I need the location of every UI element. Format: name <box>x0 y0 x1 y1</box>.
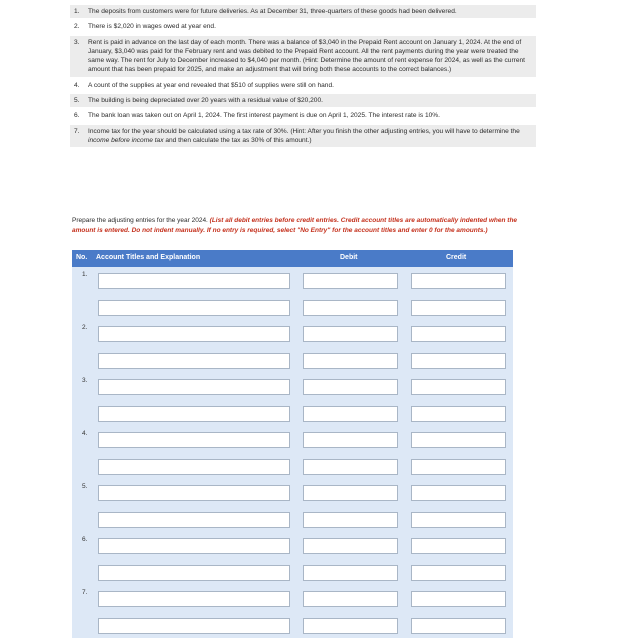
instructions-lead: Prepare the adjusting entries for the year 2024. <box>72 217 210 224</box>
credit-input[interactable] <box>411 591 506 607</box>
entry-row <box>72 349 513 369</box>
entry-row <box>72 508 513 528</box>
table-header <box>72 250 513 267</box>
entry-row <box>72 587 513 607</box>
debit-input[interactable] <box>303 538 398 554</box>
info-item-text: There is $2,020 in wages owed at year end. <box>88 23 216 31</box>
entry-row <box>72 481 513 501</box>
header-no: No. <box>76 254 88 261</box>
account-title-input[interactable] <box>98 459 290 475</box>
credit-input[interactable] <box>411 326 506 342</box>
account-title-input[interactable] <box>98 432 290 448</box>
entry-row <box>72 561 513 581</box>
account-title-input[interactable] <box>98 353 290 369</box>
info-item-number: 1. <box>74 8 80 15</box>
info-item-text: Rent is paid in advance on the last day of each month. There was a balance of $3,040 in the Prepaid Rent account on January 1, 2024. At the end of January, $3,040 was paid for the February rent and was debited to the Prepaid Rent account. All the rent payments during the year were treated the same way. The rent for July to December increased to $4,040 per month. (Hint: Determine the amount of rent expense for 2024, as well as the current amount that has been prepaid for 2025, and make an adjustment that will bring both these accounts to the correct balances.) <box>88 38 525 74</box>
debit-input[interactable] <box>303 326 398 342</box>
info-item-text <box>88 127 533 146</box>
entry-number: 1. <box>82 271 88 278</box>
debit-input[interactable] <box>303 565 398 581</box>
credit-input[interactable] <box>411 512 506 528</box>
credit-input[interactable] <box>411 459 506 475</box>
credit-input[interactable] <box>411 618 506 634</box>
debit-input[interactable] <box>303 512 398 528</box>
info-item-number: 6. <box>74 112 80 120</box>
account-title-input[interactable] <box>98 406 290 422</box>
debit-input[interactable] <box>303 618 398 634</box>
account-title-input[interactable] <box>98 326 290 342</box>
debit-input[interactable] <box>303 273 398 289</box>
info-text-italic: income before income tax <box>88 136 164 144</box>
account-title-input[interactable] <box>98 379 290 395</box>
account-title-input[interactable] <box>98 273 290 289</box>
entry-row <box>72 322 513 342</box>
credit-input[interactable] <box>411 432 506 448</box>
info-item-text: A count of the supplies at year end revealed that $510 of supplies were still on hand. <box>88 81 334 89</box>
info-text-part: and then calculate the tax as 30% of this amount.) <box>163 136 312 144</box>
info-item-1 <box>70 5 536 18</box>
info-item-text: The building is being depreciated over 20 years with a residual value of $20,200. <box>88 97 323 105</box>
header-debit: Debit <box>340 254 358 261</box>
account-title-input[interactable] <box>98 618 290 634</box>
info-item-text: The deposits from customers were for future deliveries. As at December 31, three-quarters of these goods had been delivered. <box>88 8 457 15</box>
info-text-part: Income tax for the year should be calculated using a tax rate of 30%. (Hint: After you finish the other adjusting entries, you will have to determine the <box>88 127 520 135</box>
info-item-number: 3. <box>74 38 80 46</box>
entry-row <box>72 375 513 395</box>
entry-number: 6. <box>82 536 88 543</box>
entry-number: 2. <box>82 324 88 331</box>
credit-input[interactable] <box>411 406 506 422</box>
debit-input[interactable] <box>303 485 398 501</box>
entry-row <box>72 402 513 422</box>
info-item-7 <box>70 125 536 148</box>
account-title-input[interactable] <box>98 485 290 501</box>
account-title-input[interactable] <box>98 565 290 581</box>
info-item-number: 2. <box>74 23 80 31</box>
account-title-input[interactable] <box>98 300 290 316</box>
debit-input[interactable] <box>303 432 398 448</box>
entry-row <box>72 296 513 316</box>
entry-row <box>72 428 513 448</box>
entry-row <box>72 455 513 475</box>
account-title-input[interactable] <box>98 512 290 528</box>
credit-input[interactable] <box>411 538 506 554</box>
instructions-note: (List all debit entries before credit entries. Credit account titles are automatically indented when the amount is entered. Do not indent manually. If no entry is required, select "No Entry" for the account titles and enter 0 for the amounts.) <box>72 217 518 234</box>
info-item-number: 4. <box>74 81 80 89</box>
info-item-2 <box>70 20 536 33</box>
info-item-number: 7. <box>74 127 80 135</box>
entry-number: 3. <box>82 377 88 384</box>
entry-row <box>72 534 513 554</box>
problem-info-list <box>70 5 536 149</box>
debit-input[interactable] <box>303 406 398 422</box>
header-account-titles: Account Titles and Explanation <box>96 254 201 261</box>
entry-number: 5. <box>82 483 88 490</box>
journal-entry-table <box>72 250 513 638</box>
entry-row <box>72 269 513 289</box>
account-title-input[interactable] <box>98 538 290 554</box>
info-item-6 <box>70 109 536 122</box>
header-credit: Credit <box>446 254 467 261</box>
credit-input[interactable] <box>411 485 506 501</box>
credit-input[interactable] <box>411 273 506 289</box>
account-title-input[interactable] <box>98 591 290 607</box>
debit-input[interactable] <box>303 300 398 316</box>
entry-number: 4. <box>82 430 88 437</box>
entry-row <box>72 614 513 634</box>
credit-input[interactable] <box>411 565 506 581</box>
info-item-3 <box>70 36 536 77</box>
info-item-text: The bank loan was taken out on April 1, 2024. The first interest payment is due on April 1, 2025. The interest rate is 10%. <box>88 112 440 120</box>
info-item-5 <box>70 94 536 107</box>
credit-input[interactable] <box>411 353 506 369</box>
info-item-number: 5. <box>74 97 80 105</box>
credit-input[interactable] <box>411 379 506 395</box>
debit-input[interactable] <box>303 379 398 395</box>
credit-input[interactable] <box>411 300 506 316</box>
info-item-4 <box>70 79 536 92</box>
debit-input[interactable] <box>303 353 398 369</box>
debit-input[interactable] <box>303 591 398 607</box>
entry-number: 7. <box>82 589 88 596</box>
instructions <box>72 216 542 236</box>
debit-input[interactable] <box>303 459 398 475</box>
